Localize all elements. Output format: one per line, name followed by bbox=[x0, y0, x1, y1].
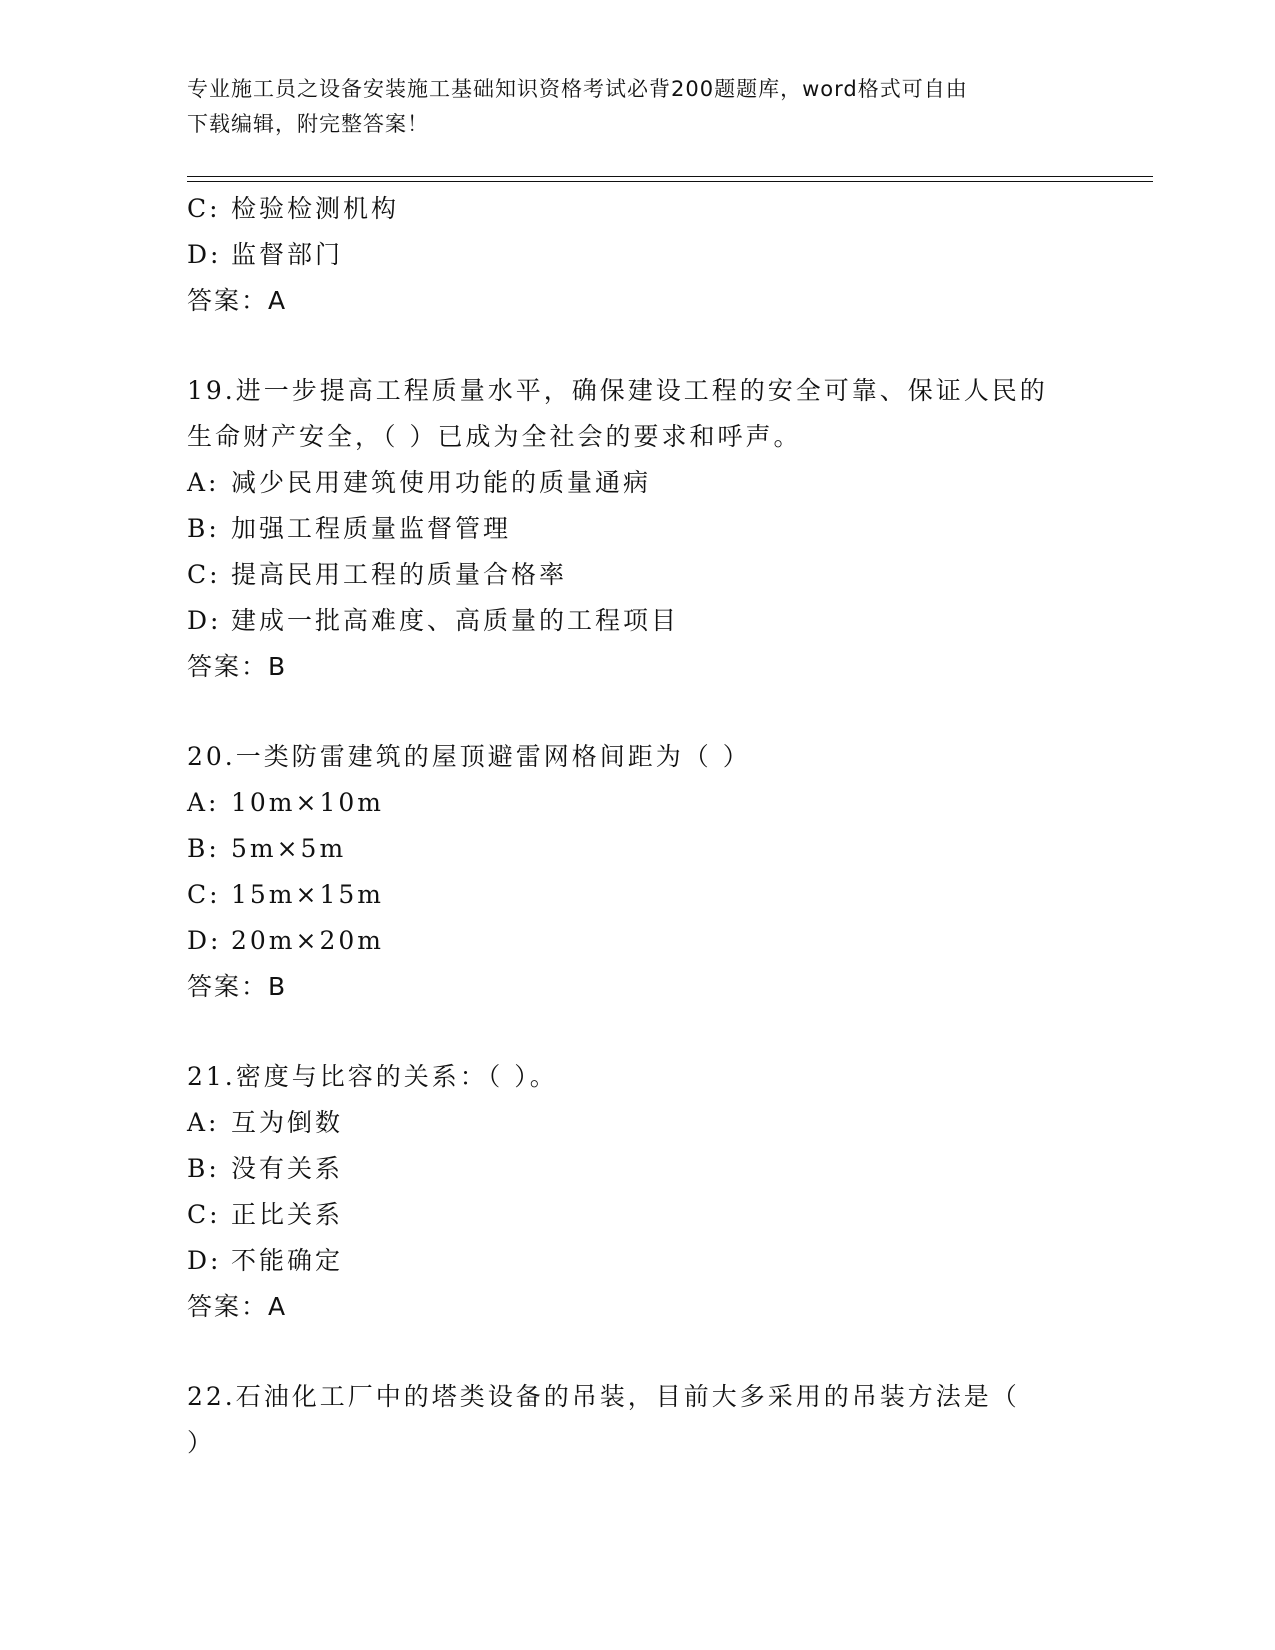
question-text-line-1: 19.进一步提高工程质量水平，确保建设工程的安全可靠、保证人民的 bbox=[187, 376, 1048, 405]
header-divider-bottom bbox=[187, 181, 1153, 182]
answer-line: 答案：B bbox=[187, 652, 288, 681]
answer-line: 答案：A bbox=[187, 1292, 288, 1321]
option-d: D: 不能确定 bbox=[187, 1246, 344, 1275]
question-19 bbox=[187, 368, 1107, 690]
option-d: D: 监督部门 bbox=[187, 240, 344, 269]
question-text-line-1: 20.一类防雷建筑的屋顶避雷网格间距为（ ） bbox=[187, 742, 751, 771]
option-a: A: 10m×10m bbox=[187, 788, 384, 817]
option-d: D: 建成一批高难度、高质量的工程项目 bbox=[187, 606, 680, 635]
option-a: A: 互为倒数 bbox=[187, 1108, 344, 1137]
option-d: D: 20m×20m bbox=[187, 926, 384, 955]
option-b: B: 加强工程质量监督管理 bbox=[187, 514, 512, 543]
document-header bbox=[187, 72, 1087, 142]
question-text-line-1: 22.石油化工厂中的塔类设备的吊装，目前大多采用的吊装方法是（ bbox=[187, 1382, 1020, 1411]
answer-line: 答案：A bbox=[187, 286, 288, 315]
question-text-line-2: 生命财产安全，（ ）已成为全社会的要求和呼声。 bbox=[187, 422, 802, 451]
question-20 bbox=[187, 734, 1107, 1010]
question-18-tail bbox=[187, 186, 1107, 324]
answer-line: 答案：B bbox=[187, 972, 288, 1001]
question-21 bbox=[187, 1054, 1107, 1330]
option-c: C: 检验检测机构 bbox=[187, 194, 400, 223]
option-c: C: 提高民用工程的质量合格率 bbox=[187, 560, 568, 589]
option-c: C: 正比关系 bbox=[187, 1200, 344, 1229]
question-text-line-2: ） bbox=[187, 1428, 216, 1457]
header-title-line-2: 下载编辑，附完整答案！ bbox=[187, 112, 429, 136]
option-b: B: 没有关系 bbox=[187, 1154, 344, 1183]
question-list bbox=[187, 186, 1107, 1466]
question-text-line-1: 21.密度与比容的关系：（ ）。 bbox=[187, 1062, 558, 1091]
header-divider-top bbox=[187, 176, 1153, 177]
option-b: B: 5m×5m bbox=[187, 834, 347, 863]
option-a: A: 减少民用建筑使用功能的质量通病 bbox=[187, 468, 652, 497]
header-title-line-1: 专业施工员之设备安装施工基础知识资格考试必背200题题库，word格式可自由 bbox=[187, 77, 968, 101]
option-c: C: 15m×15m bbox=[187, 880, 384, 909]
question-22 bbox=[187, 1374, 1107, 1466]
